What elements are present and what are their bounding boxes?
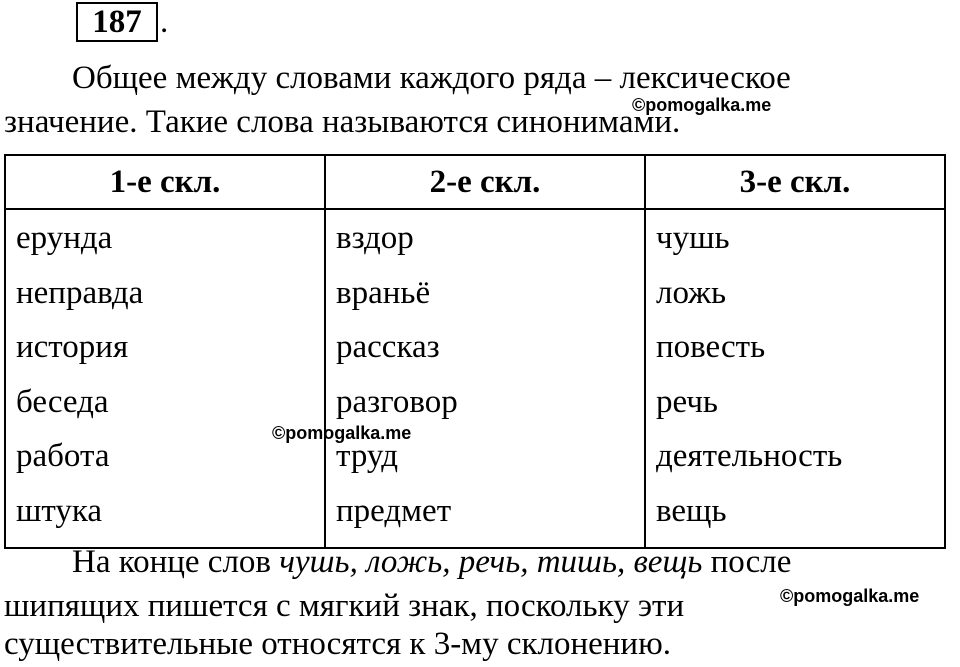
declension-table [4, 154, 946, 549]
table-header-row [5, 155, 945, 209]
table-cell: работа [16, 438, 110, 474]
intro-line-1: Общее между словами каждого ряда – лексическое [72, 60, 791, 96]
exercise-number-dot: . [160, 4, 169, 40]
table-cell: деятельность [656, 438, 843, 474]
column-declension-3 [645, 209, 945, 548]
intro-line-2: значение. Такие слова называются синонимами. [4, 104, 681, 140]
table-cell: разговор [336, 383, 458, 420]
table-cell: вздор [336, 220, 414, 256]
table-cell: история [16, 329, 129, 365]
conclusion-line-1 [72, 544, 791, 580]
table-cell: рассказ [336, 329, 440, 365]
column-declension-1 [5, 209, 325, 548]
conclusion-line-3: существительные относятся к 3-му склонению. [4, 626, 671, 662]
conclusion-example-words: чушь, ложь, речь, тишь, вещь [279, 544, 703, 580]
header-declension-2: 2-е скл. [325, 155, 645, 209]
column-declension-2 [325, 209, 645, 548]
conclusion-line-2: шипящих пишется с мягкий знак, поскольку эти [4, 588, 685, 624]
table-cell: штука [16, 492, 103, 529]
table-body-row [5, 209, 945, 548]
header-declension-3: 3-е скл. [645, 155, 945, 209]
exercise-number: 187 [76, 2, 158, 42]
conclusion-line-1-end: после [702, 544, 792, 580]
conclusion-line-1-start: На конце слов [72, 544, 280, 580]
header-declension-1: 1-е скл. [5, 155, 325, 209]
table-cell: неправда [16, 274, 144, 311]
table-cell: беседа [16, 383, 109, 420]
table-cell: ерунда [16, 220, 113, 256]
table-cell: чушь [656, 220, 730, 256]
table-cell: предмет [336, 492, 452, 529]
table-cell: ложь [656, 274, 726, 311]
table-cell: труд [336, 438, 399, 474]
watermark: ©pomogalka.me [272, 423, 412, 443]
table-cell: враньё [336, 274, 431, 311]
table-cell: речь [656, 383, 718, 420]
watermark: ©pomogalka.me [632, 95, 772, 115]
watermark: ©pomogalka.me [780, 586, 920, 606]
table-cell: вещь [656, 492, 727, 529]
table-cell: повесть [656, 329, 766, 365]
